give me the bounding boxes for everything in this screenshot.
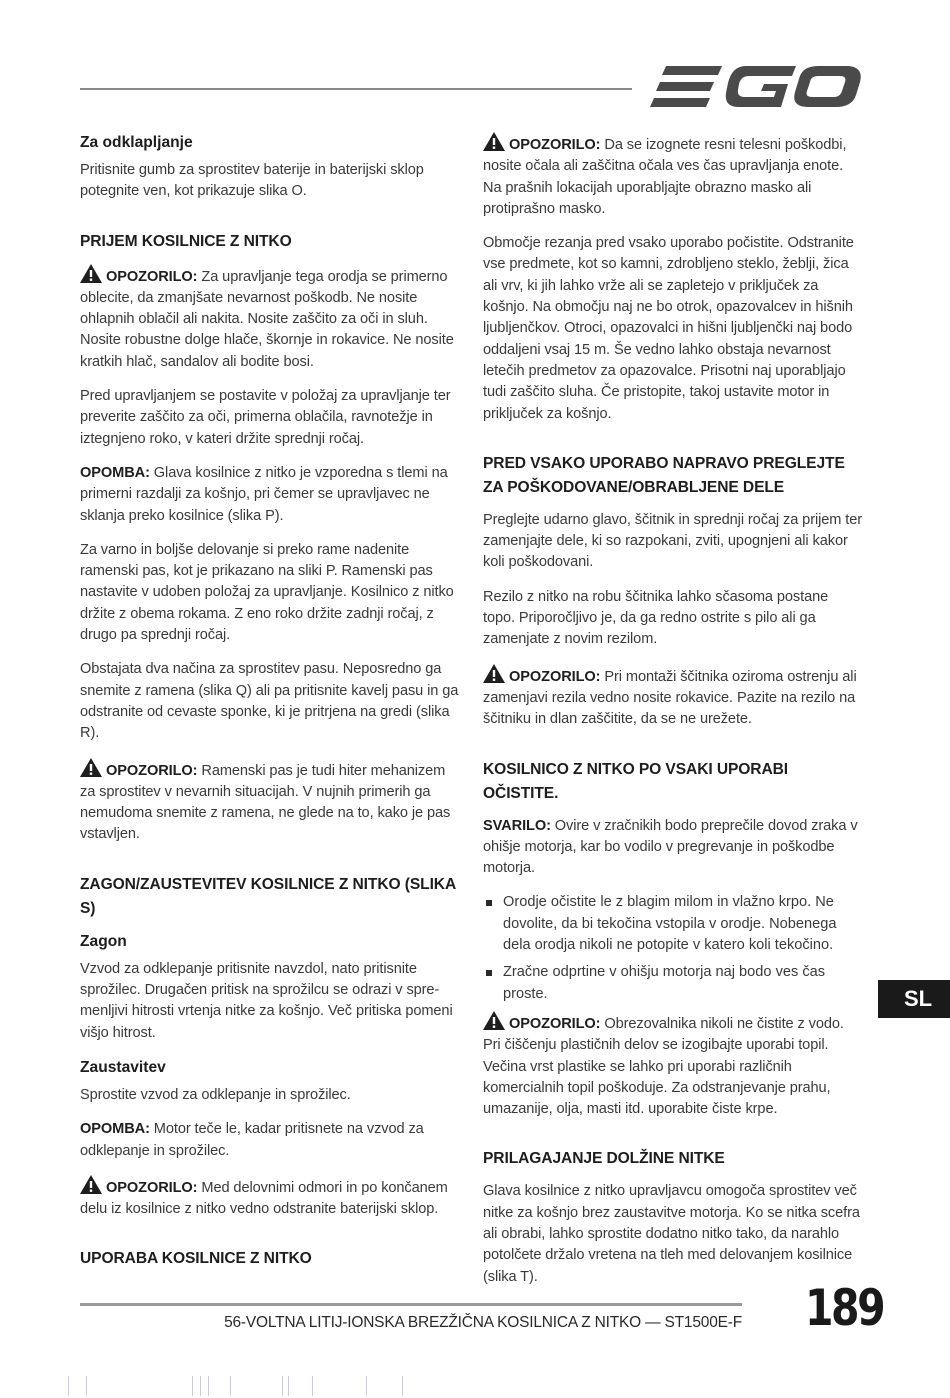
print-crop-marks <box>0 1372 950 1398</box>
warning-text: Pri montaži ščitnika oziroma ostrenju ali zamenjavi rezila vedno nosite rokavice. Pazite na rezilo na ščitniku in dlan zaščitite, da se ne urežete. <box>483 668 857 728</box>
note-paragraph <box>80 463 460 527</box>
ego-logo <box>650 62 862 112</box>
warning-label: OPOZORILO: <box>106 1179 198 1196</box>
note-paragraph <box>80 1119 460 1162</box>
warning-triangle-icon <box>80 1175 102 1194</box>
header-rule <box>80 88 632 90</box>
paragraph: Obstajata dva načina za sprostitev pasu. Neposredno ga snemite z ramena (slika Q) ali pa pritisnite kavelj pasu in ga odstranite od cevaste sponke, ki je pritrjena na gredi (slika R). <box>80 661 459 742</box>
list-item-text: Orodje očistite le z blagim milom in vlažno krpo. Ne dovolite, da bi tekočina vstopila v orodje. Nobenega dela orodja nikoli ne potopite v katero koli tekočino. <box>503 894 837 954</box>
paragraph: Glava kosilnice z nitko upravljavcu omogoča sprostitev več nitke za košnjo brez zaustavitve motorja. Ko se nitka scefra ali obrabi, lahko sprostite dodatno nitko tako, da narahlo potolčete držalo vretena na tleh med delovanjem kosilnice (slika T). <box>483 1183 860 1285</box>
warning-paragraph <box>483 664 863 731</box>
warning-triangle-icon <box>483 664 505 683</box>
caution-text: Ovire v zračnikih bodo preprečile dovod zraka v ohišje motorja, kar bo vodilo v pregrevanje in poškodbe motorja. <box>483 817 858 877</box>
warning-label: OPOZORILO: <box>106 762 198 779</box>
list-item <box>483 892 863 956</box>
bullet-square-icon <box>486 970 492 976</box>
warning-text: Da se izognete resni telesni poškodbi, nosite očala ali zaščitna očala ves čas upravljanja enote. Na prašnih lokacijah uporabljajte obrazno masko ali protiprašno masko. <box>483 137 847 217</box>
warning-triangle-icon <box>80 758 102 777</box>
note-label: OPOMBA: <box>80 1121 150 1138</box>
section-title-inspect: PRED VSAKO UPORABO NAPRAVO PREGLEJTE ZA POŠKODOVANE/OBRABLJENE DELE <box>483 454 845 496</box>
warning-label: OPOZORILO: <box>509 1015 601 1032</box>
warning-triangle-icon <box>483 1011 505 1030</box>
paragraph: Za varno in boljše delovanje si preko rame nadenite ramenski pas, kot je prikazano na sliki P. Ramenski pas nastavite v udoben položaj za upravljanje. Kosilnico z nitko držite z obema rokama. Z eno roko držite zadnji ročaj, z drugo pa sprednji ročaj. <box>80 541 454 644</box>
right-column <box>483 132 863 1301</box>
paragraph: Območje rezanja pred vsako uporabo počistite. Odstranite vse predmete, kot so kamni, zdrobljeno steklo, žeblji, žica ali vrv, ki jih lahko vrže ali se zapletejo v priključek za košnjo. Na območju naj ne bo otrok, opazovalcev in hišnih ljubljenčkov. Otroci, opazovalci in hišni ljubljenčki naj bodo oddaljeni vsaj 15 m. Še vedno lahko obstaja nevarnost letečih predmetov za opazovalce. Prisotni naj uporabljajo tudi zaščito sluha. Če pristopite, takoj ustavite motor in priključek za košnjo. <box>483 235 854 422</box>
section-title-operating: UPORABA KOSILNICE Z NITKO <box>80 1250 312 1268</box>
subsection-title-start: Zagon <box>80 932 127 950</box>
left-column <box>80 132 460 1281</box>
page-number: 189 <box>804 1279 884 1337</box>
warning-label: OPOZORILO: <box>509 668 601 685</box>
warning-paragraph <box>483 1011 863 1120</box>
section-title-line-length: PRILAGAJANJE DOLŽINE NITKE <box>483 1150 725 1168</box>
paragraph: Vzvod za odklepanje pritisnite navzdol, nato pritisnite sprožilec. Drugačen pritisk na sprožilcu se odrazi v spre-menljivi hitrosti vrtenja nitke za košnjo. Več pritiska pomeni višjo hitrost. <box>80 960 453 1041</box>
bullet-square-icon <box>486 900 492 906</box>
warning-paragraph <box>483 132 863 220</box>
paragraph: Sprostite vzvod za odklepanje in sprožilec. <box>80 1086 351 1103</box>
caution-label: SVARILO: <box>483 817 551 834</box>
warning-triangle-icon <box>80 264 102 283</box>
section-title-holding: PRIJEM KOSILNICE Z NITKO <box>80 232 292 250</box>
paragraph: Preglejte udarno glavo, ščitnik in sprednji ročaj za prijem ter zamenjajte dele, ki so razpokani, zviti, upognjeni ali kakor koli poškodovani. <box>483 511 862 571</box>
warning-label: OPOZORILO: <box>509 137 601 153</box>
cleaning-list <box>483 892 863 1004</box>
paragraph: Pritisnite gumb za sprostitev baterije in baterijski sklop potegnite ven, kot prikazuje slika O. <box>80 162 424 200</box>
warning-text: Med delovnimi odmori in po končanem delu iz kosilnice z nitko vedno odstranite baterijski sklop. <box>80 1179 448 1218</box>
list-item-text: Zračne odprtine v ohišju motorja naj bodo ves čas proste. <box>503 964 826 1002</box>
note-label: OPOMBA: <box>80 464 150 481</box>
paragraph: Rezilo z nitko na robu ščitnika lahko sčasoma postane topo. Priporočljivo je, da ga redno ostrite s pilo ali ga zamenjate z novim rezilom. <box>483 588 829 648</box>
caution-paragraph <box>483 816 863 880</box>
warning-paragraph <box>80 758 460 846</box>
warning-triangle-icon <box>483 132 505 151</box>
note-text: Glava kosilnice z nitko je vzporedna s tlemi na primerni razdalji za košnjo, pri čemer se upravljavec ne sklanja preko kosilnice (slika P). <box>80 464 448 524</box>
list-item <box>483 962 863 1005</box>
section-title-cleaning: KOSILNICO Z NITKO PO VSAKI UPORABI OČISTITE. <box>483 760 789 802</box>
footer-rule <box>80 1303 742 1306</box>
note-text: Motor teče le, kadar pritisnete na vzvod za odklepanje in sprožilec. <box>80 1121 424 1159</box>
footer-title: 56-VOLTNA LITIJ-IONSKA BREZŽIČNA KOSILNICA Z NITKO — ST1500E-F <box>224 1314 742 1331</box>
warning-text: Za upravljanje tega orodja se primerno oblecite, da zmanjšate nevarnost poškodb. Ne nosite ohlapnih oblačil ali nakita. Nosite zaščito za oči in sluh. Nosite robustne dolge hlače, škornje in rokavice. Ne nosite kratkih hlač, sandalov ali bodite bosi. <box>80 268 454 370</box>
subsection-title-stop: Zaustavitev <box>80 1058 166 1076</box>
section-title-disconnect: Za odklapljanje <box>80 134 193 151</box>
language-tab: SL <box>878 980 950 1018</box>
warning-text: Obrezovalnika nikoli ne čistite z vodo. Pri čiščenju plastičnih delov se izogibajte uporabi topil. Večina vrst plastike se lahko pri uporabi različnih komercialnih topil poškoduje. Za odstranjevanje prahu, umazanije, olja, masti itd. uporabite čiste krpe. <box>483 1015 844 1118</box>
paragraph: Pred upravljanjem se postavite v položaj za upravljanje ter preverite zaščito za oči, primerna oblačila, ravnotežje in iztegnjeno roko, v kateri držite sprednji ročaj. <box>80 388 451 447</box>
section-title-start-stop: ZAGON/ZAUSTEVITEV KOSILNICE Z NITKO (SLIKA S) <box>80 875 456 917</box>
warning-label: OPOZORILO: <box>106 268 198 285</box>
warning-paragraph <box>80 1175 460 1221</box>
warning-text: Ramenski pas je tudi hiter mehanizem za sprostitev v nevarnih situacijah. V nujnih primerih ga nemudoma snemite z ramena, ne glede na to, kako je pas vstavljen. <box>80 762 451 843</box>
warning-paragraph <box>80 264 460 373</box>
